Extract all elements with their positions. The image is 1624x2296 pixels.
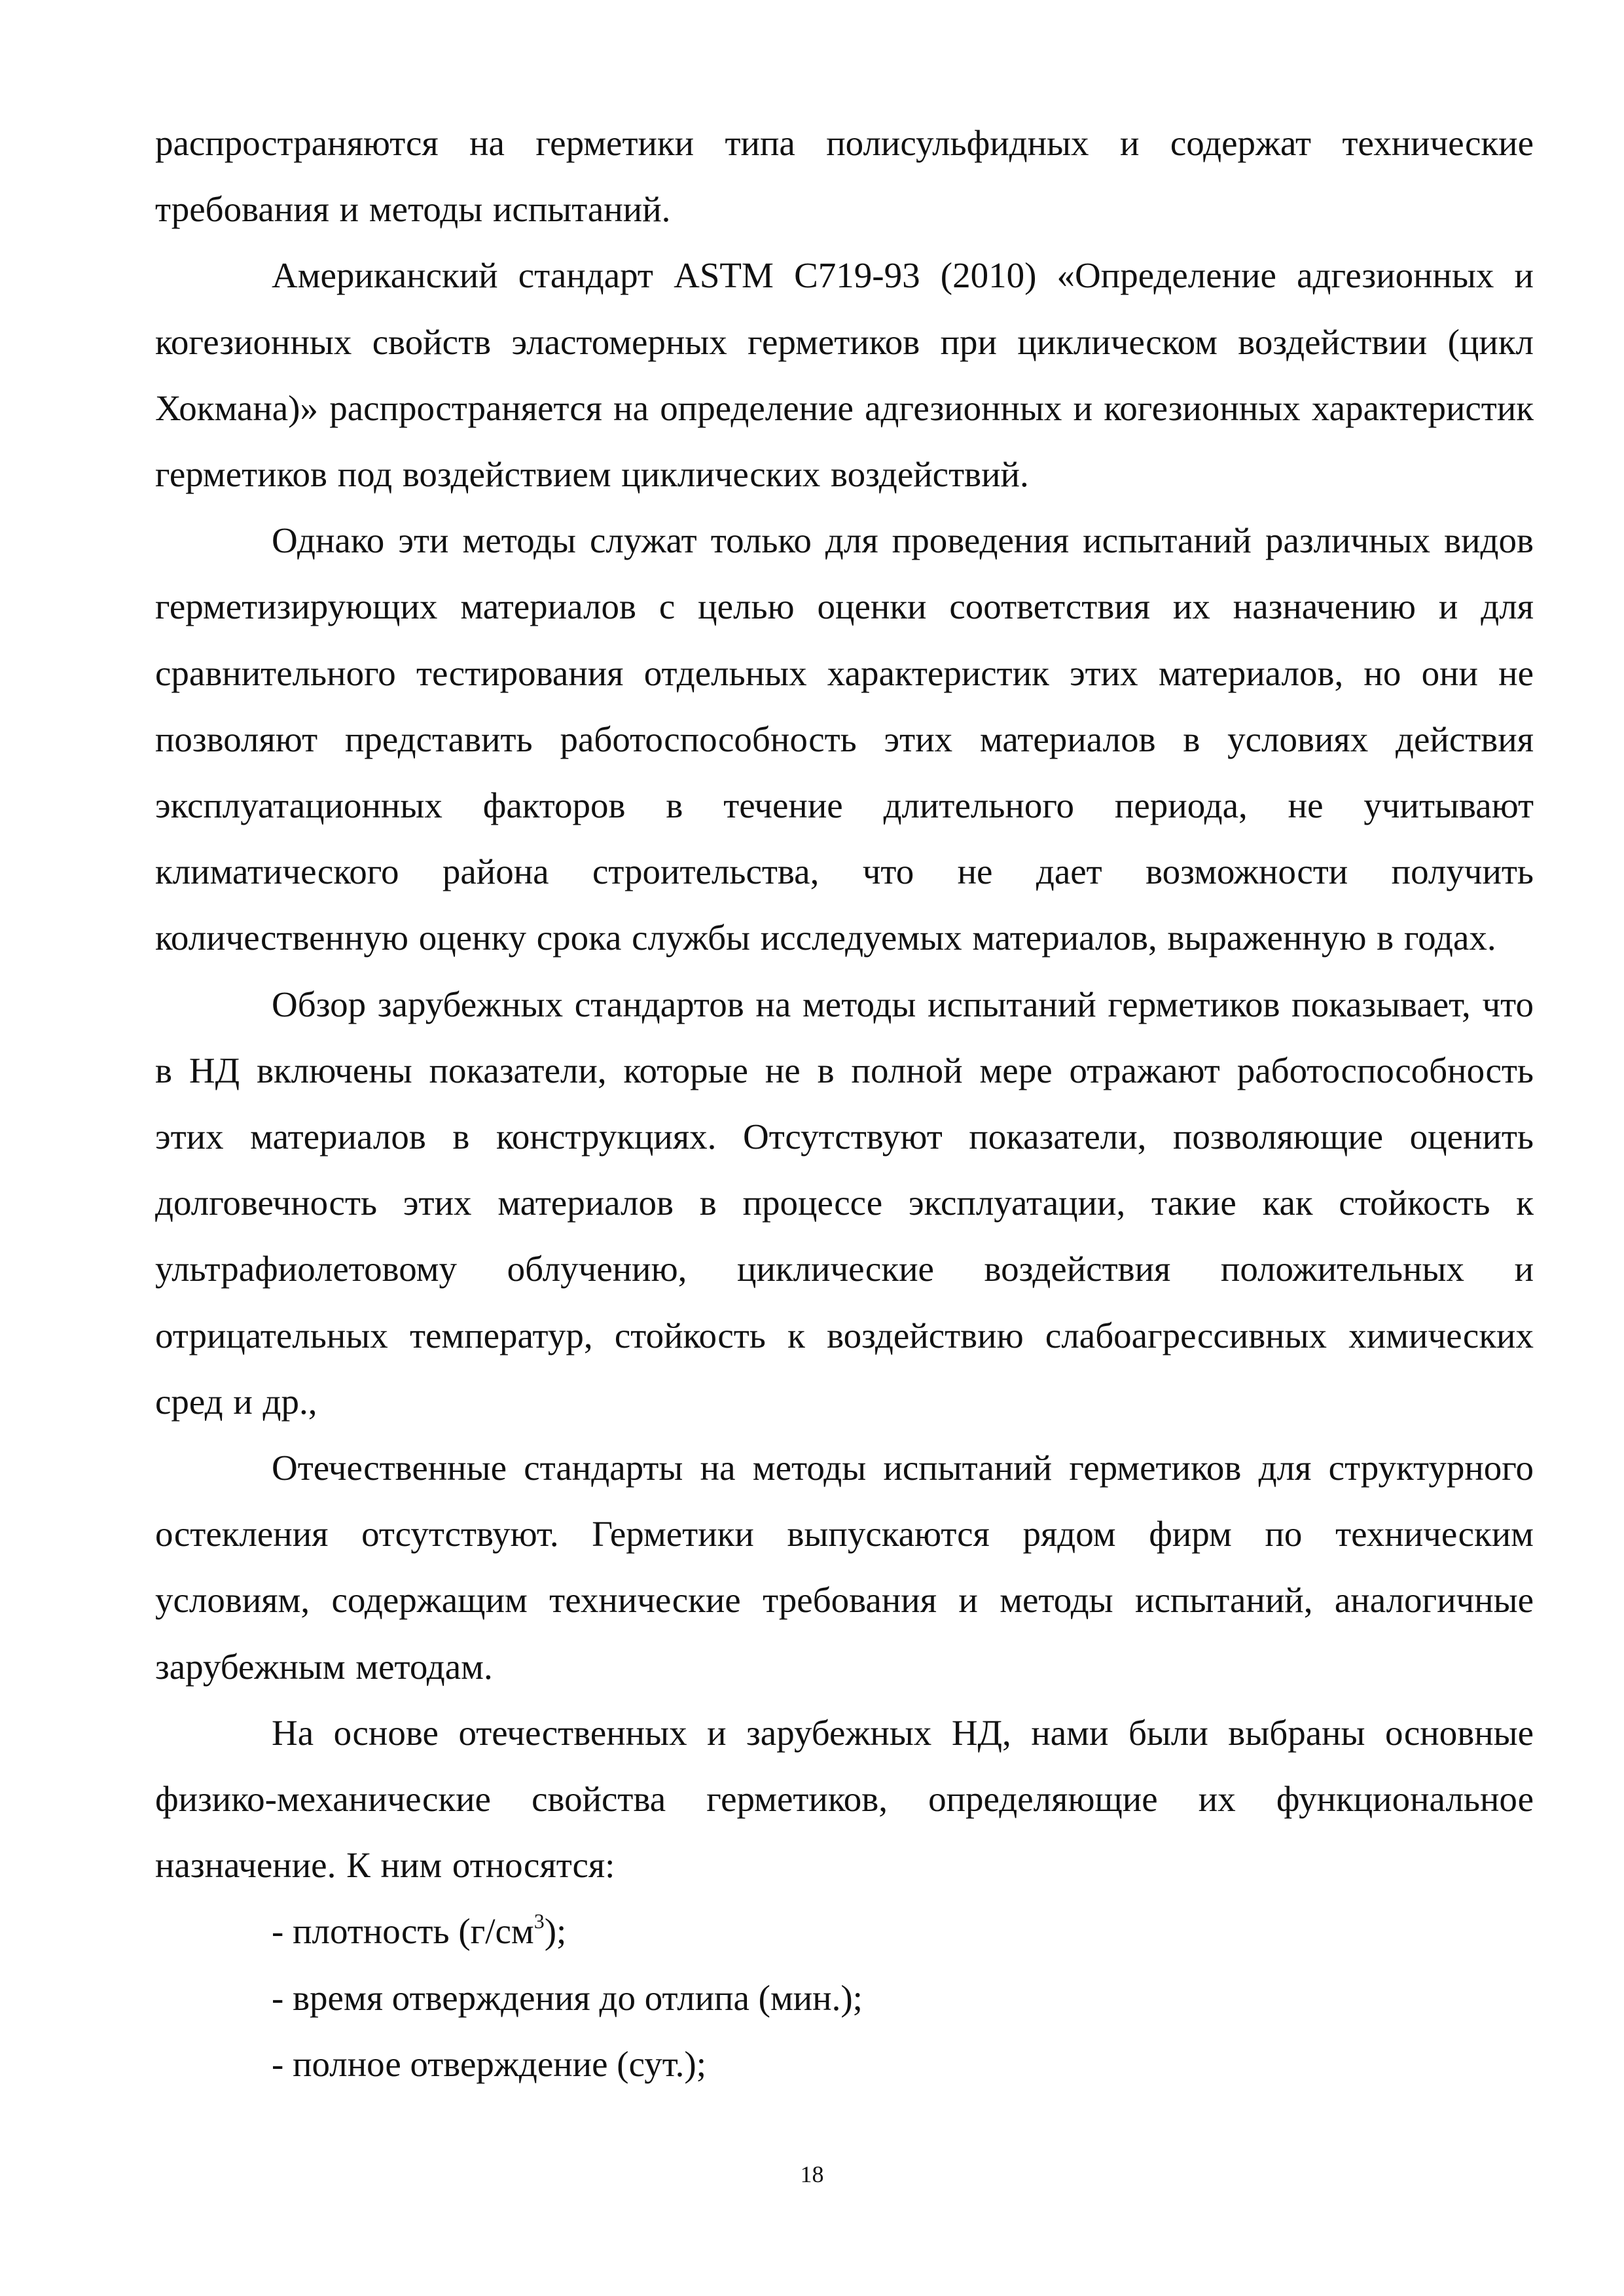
list-item-full-cure: - полное отверждение (сут.); — [272, 2043, 707, 2084]
paragraph-methods-limitations: Однако эти методы служат только для проведения испытаний различных видов герметизирующих материалов с целью оценки соответствия их назначению и для сравнительного тестирования отдельных характеристик этих материалов, но они не позволяют представить работоспособность этих материалов в условиях действия эксплуатационных факторов в течение длительного периода, не учитывают климатического района строительства, что не дает возможности получить количественную оценку срока службы исследуемых материалов, выраженную в годах. — [155, 520, 1534, 958]
list-item-density — [155, 1898, 1534, 1964]
list-item-tack-free-time: - время отверждения до отлипа (мин.); — [272, 1977, 863, 2018]
paragraph-domestic-standards: Отечественные стандарты на методы испытаний герметиков для структурного остекления отсутствуют. Герметики выпускаются рядом фирм по техническим условиям, содержащим технические требования и методы испытаний, аналогичные зарубежным методам. — [155, 1448, 1534, 1687]
density-suffix: ); — [544, 1911, 567, 1952]
density-prefix: - плотность (г/см — [272, 1911, 534, 1952]
paragraph-selected-properties: На основе отечественных и зарубежных НД, нами были выбраны основные физико-механические свойства герметиков, определяющие их функциональное назначение. К ним относятся: — [155, 1712, 1534, 1886]
page-number: 18 — [800, 2161, 824, 2187]
paragraph-foreign-standards-review: Обзор зарубежных стандартов на методы испытаний герметиков показывает, что в НД включены показатели, которые не в полной мере отражают работоспособность этих материалов в конструкциях. Отсутствуют показатели, позволяющие оценить долговечность этих материалов в процессе эксплуатации, такие как стойкость к ультрафиолетовому облучению, циклические воздействия положительных и отрицательных температур, стойкость к воздействию слабоагрессивных химических сред и др., — [155, 984, 1534, 1422]
paragraph-1: распространяются на герметики типа полисульфидных и содержат технические требования и методы испытаний. — [155, 123, 1534, 230]
paragraph-astm: Американский стандарт ASTM C719-93 (2010) «Определение адгезионных и когезионных свойств эластомерных герметиков при циклическом воздействии (цикл Хокмана)» распространяется на определение адгезионных и когезионных характеристик герметиков под воздействием циклических воздействий. — [155, 255, 1534, 495]
density-exponent: 3 — [533, 1909, 545, 1933]
page-body — [155, 110, 1534, 2097]
